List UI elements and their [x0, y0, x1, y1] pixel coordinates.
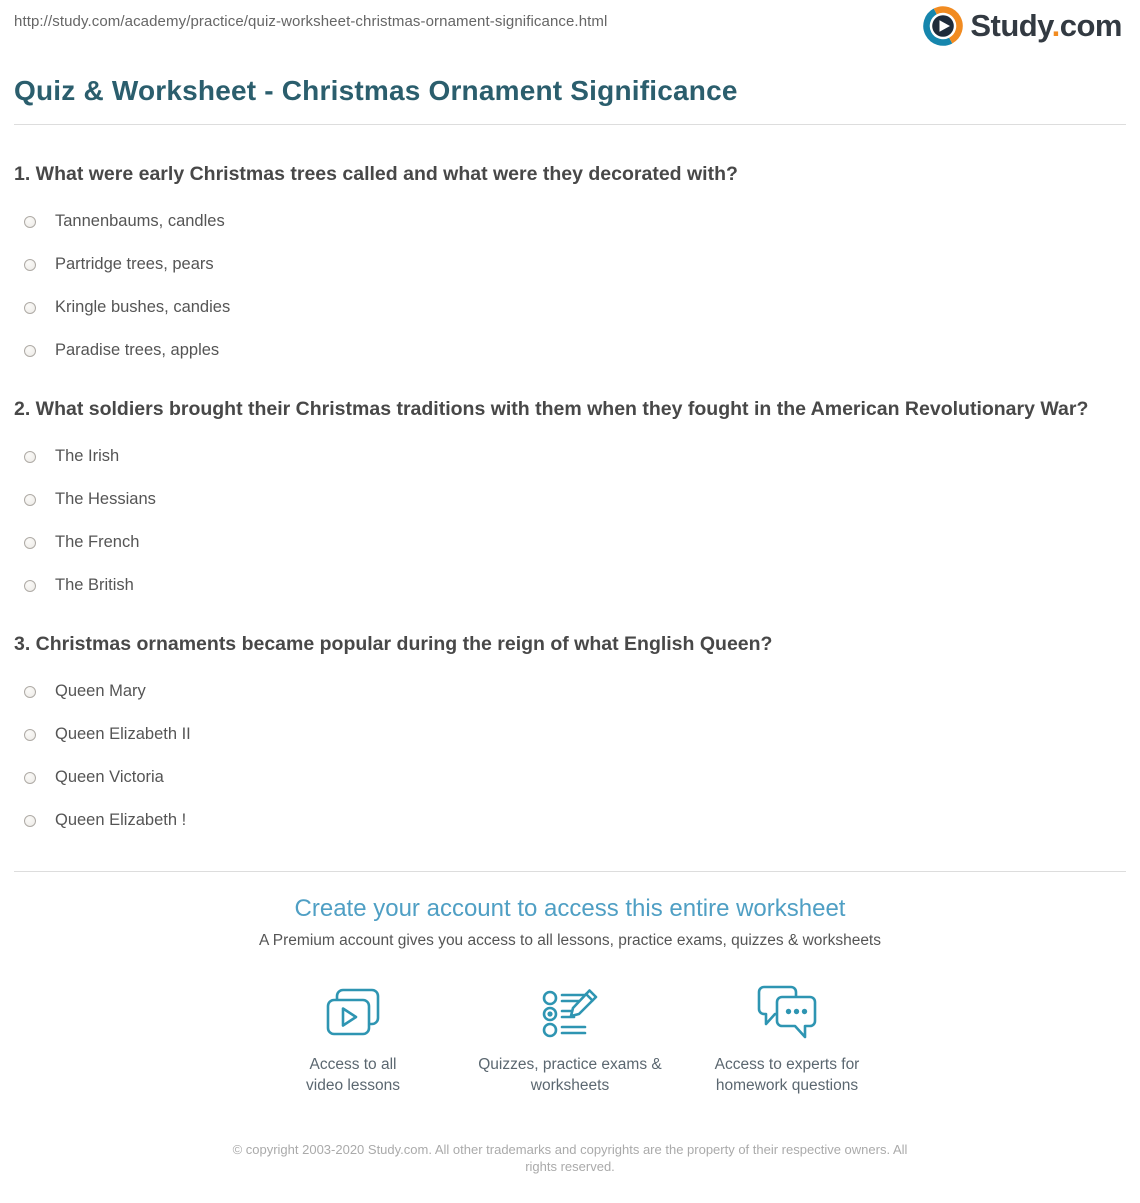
answer-option[interactable]	[14, 212, 1126, 231]
video-lessons-icon	[324, 987, 382, 1041]
options-list	[14, 447, 1126, 595]
option-label[interactable]: Partridge trees, pears	[55, 255, 214, 273]
cta-subheading: A Premium account gives you access to all lessons, practice exams, quizzes & worksheets	[259, 932, 881, 949]
answer-option[interactable]	[14, 533, 1126, 552]
answer-option[interactable]	[14, 447, 1126, 466]
feature-label: Quizzes, practice exams & worksheets	[478, 1056, 662, 1094]
top-bar	[14, 0, 1126, 48]
question-text: 1. What were early Christmas trees called and what were they decorated with?	[14, 163, 738, 185]
radio-button[interactable]	[24, 302, 36, 314]
question-block	[14, 160, 1126, 360]
radio-button[interactable]	[24, 216, 36, 228]
radio-button[interactable]	[24, 345, 36, 357]
question-text: 2. What soldiers brought their Christmas traditions with them when they fought in the American Revolutionary War?	[14, 398, 1089, 420]
option-label[interactable]: The Irish	[55, 447, 120, 465]
expert-chat-icon	[755, 983, 819, 1041]
answer-option[interactable]	[14, 768, 1126, 787]
option-label[interactable]: Queen Mary	[55, 682, 146, 700]
answer-option[interactable]	[14, 576, 1126, 595]
cta-divider	[14, 871, 1126, 872]
radio-button[interactable]	[24, 686, 36, 698]
logo-play-icon	[923, 6, 963, 46]
answer-option[interactable]	[14, 255, 1126, 274]
studycom-logo[interactable]	[923, 6, 1122, 46]
radio-button[interactable]	[24, 494, 36, 506]
question-block	[14, 395, 1126, 595]
answer-option[interactable]	[14, 725, 1126, 744]
url-text: http://study.com/academy/practice/quiz-worksheet-christmas-ornament-significance.html	[14, 13, 608, 30]
feature-quizzes-worksheets	[462, 985, 679, 1096]
options-list	[14, 212, 1126, 360]
radio-button[interactable]	[24, 815, 36, 827]
feature-label: Access to all video lessons	[306, 1056, 400, 1094]
radio-button[interactable]	[24, 451, 36, 463]
radio-button[interactable]	[24, 729, 36, 741]
answer-option[interactable]	[14, 298, 1126, 317]
option-label[interactable]: Queen Victoria	[55, 768, 164, 786]
option-label[interactable]: Queen Elizabeth II	[55, 725, 191, 743]
answer-option[interactable]	[14, 811, 1126, 830]
option-label[interactable]: Queen Elizabeth !	[55, 811, 187, 829]
page-title: Quiz & Worksheet - Christmas Ornament Significance	[14, 75, 738, 106]
feature-expert-help	[679, 985, 896, 1096]
option-label[interactable]: The Hessians	[55, 490, 156, 508]
radio-button[interactable]	[24, 259, 36, 271]
feature-label: Access to experts for homework questions	[714, 1056, 860, 1094]
option-label[interactable]: Paradise trees, apples	[55, 341, 220, 359]
option-label[interactable]: The British	[55, 576, 134, 594]
options-list	[14, 682, 1126, 830]
option-label[interactable]: Kringle bushes, candies	[55, 298, 231, 316]
feature-video-lessons	[245, 985, 462, 1096]
radio-button[interactable]	[24, 580, 36, 592]
title-divider	[14, 124, 1126, 125]
answer-option[interactable]	[14, 490, 1126, 509]
logo-text: Study.com	[970, 8, 1122, 43]
answer-option[interactable]	[14, 341, 1126, 360]
option-label[interactable]: The French	[55, 533, 140, 551]
quiz-worksheet-icon	[540, 987, 600, 1041]
copyright-text: © copyright 2003-2020 Study.com. All other trademarks and copyrights are the property of their respective owners. All rights reserved.	[232, 1142, 908, 1174]
features-row	[14, 985, 1126, 1096]
radio-button[interactable]	[24, 772, 36, 784]
answer-option[interactable]	[14, 682, 1126, 701]
question-text: 3. Christmas ornaments became popular during the reign of what English Queen?	[14, 633, 773, 655]
option-label[interactable]: Tannenbaums, candles	[55, 212, 225, 230]
question-block	[14, 630, 1126, 830]
radio-button[interactable]	[24, 537, 36, 549]
cta-heading: Create your account to access this entire worksheet	[294, 895, 846, 922]
